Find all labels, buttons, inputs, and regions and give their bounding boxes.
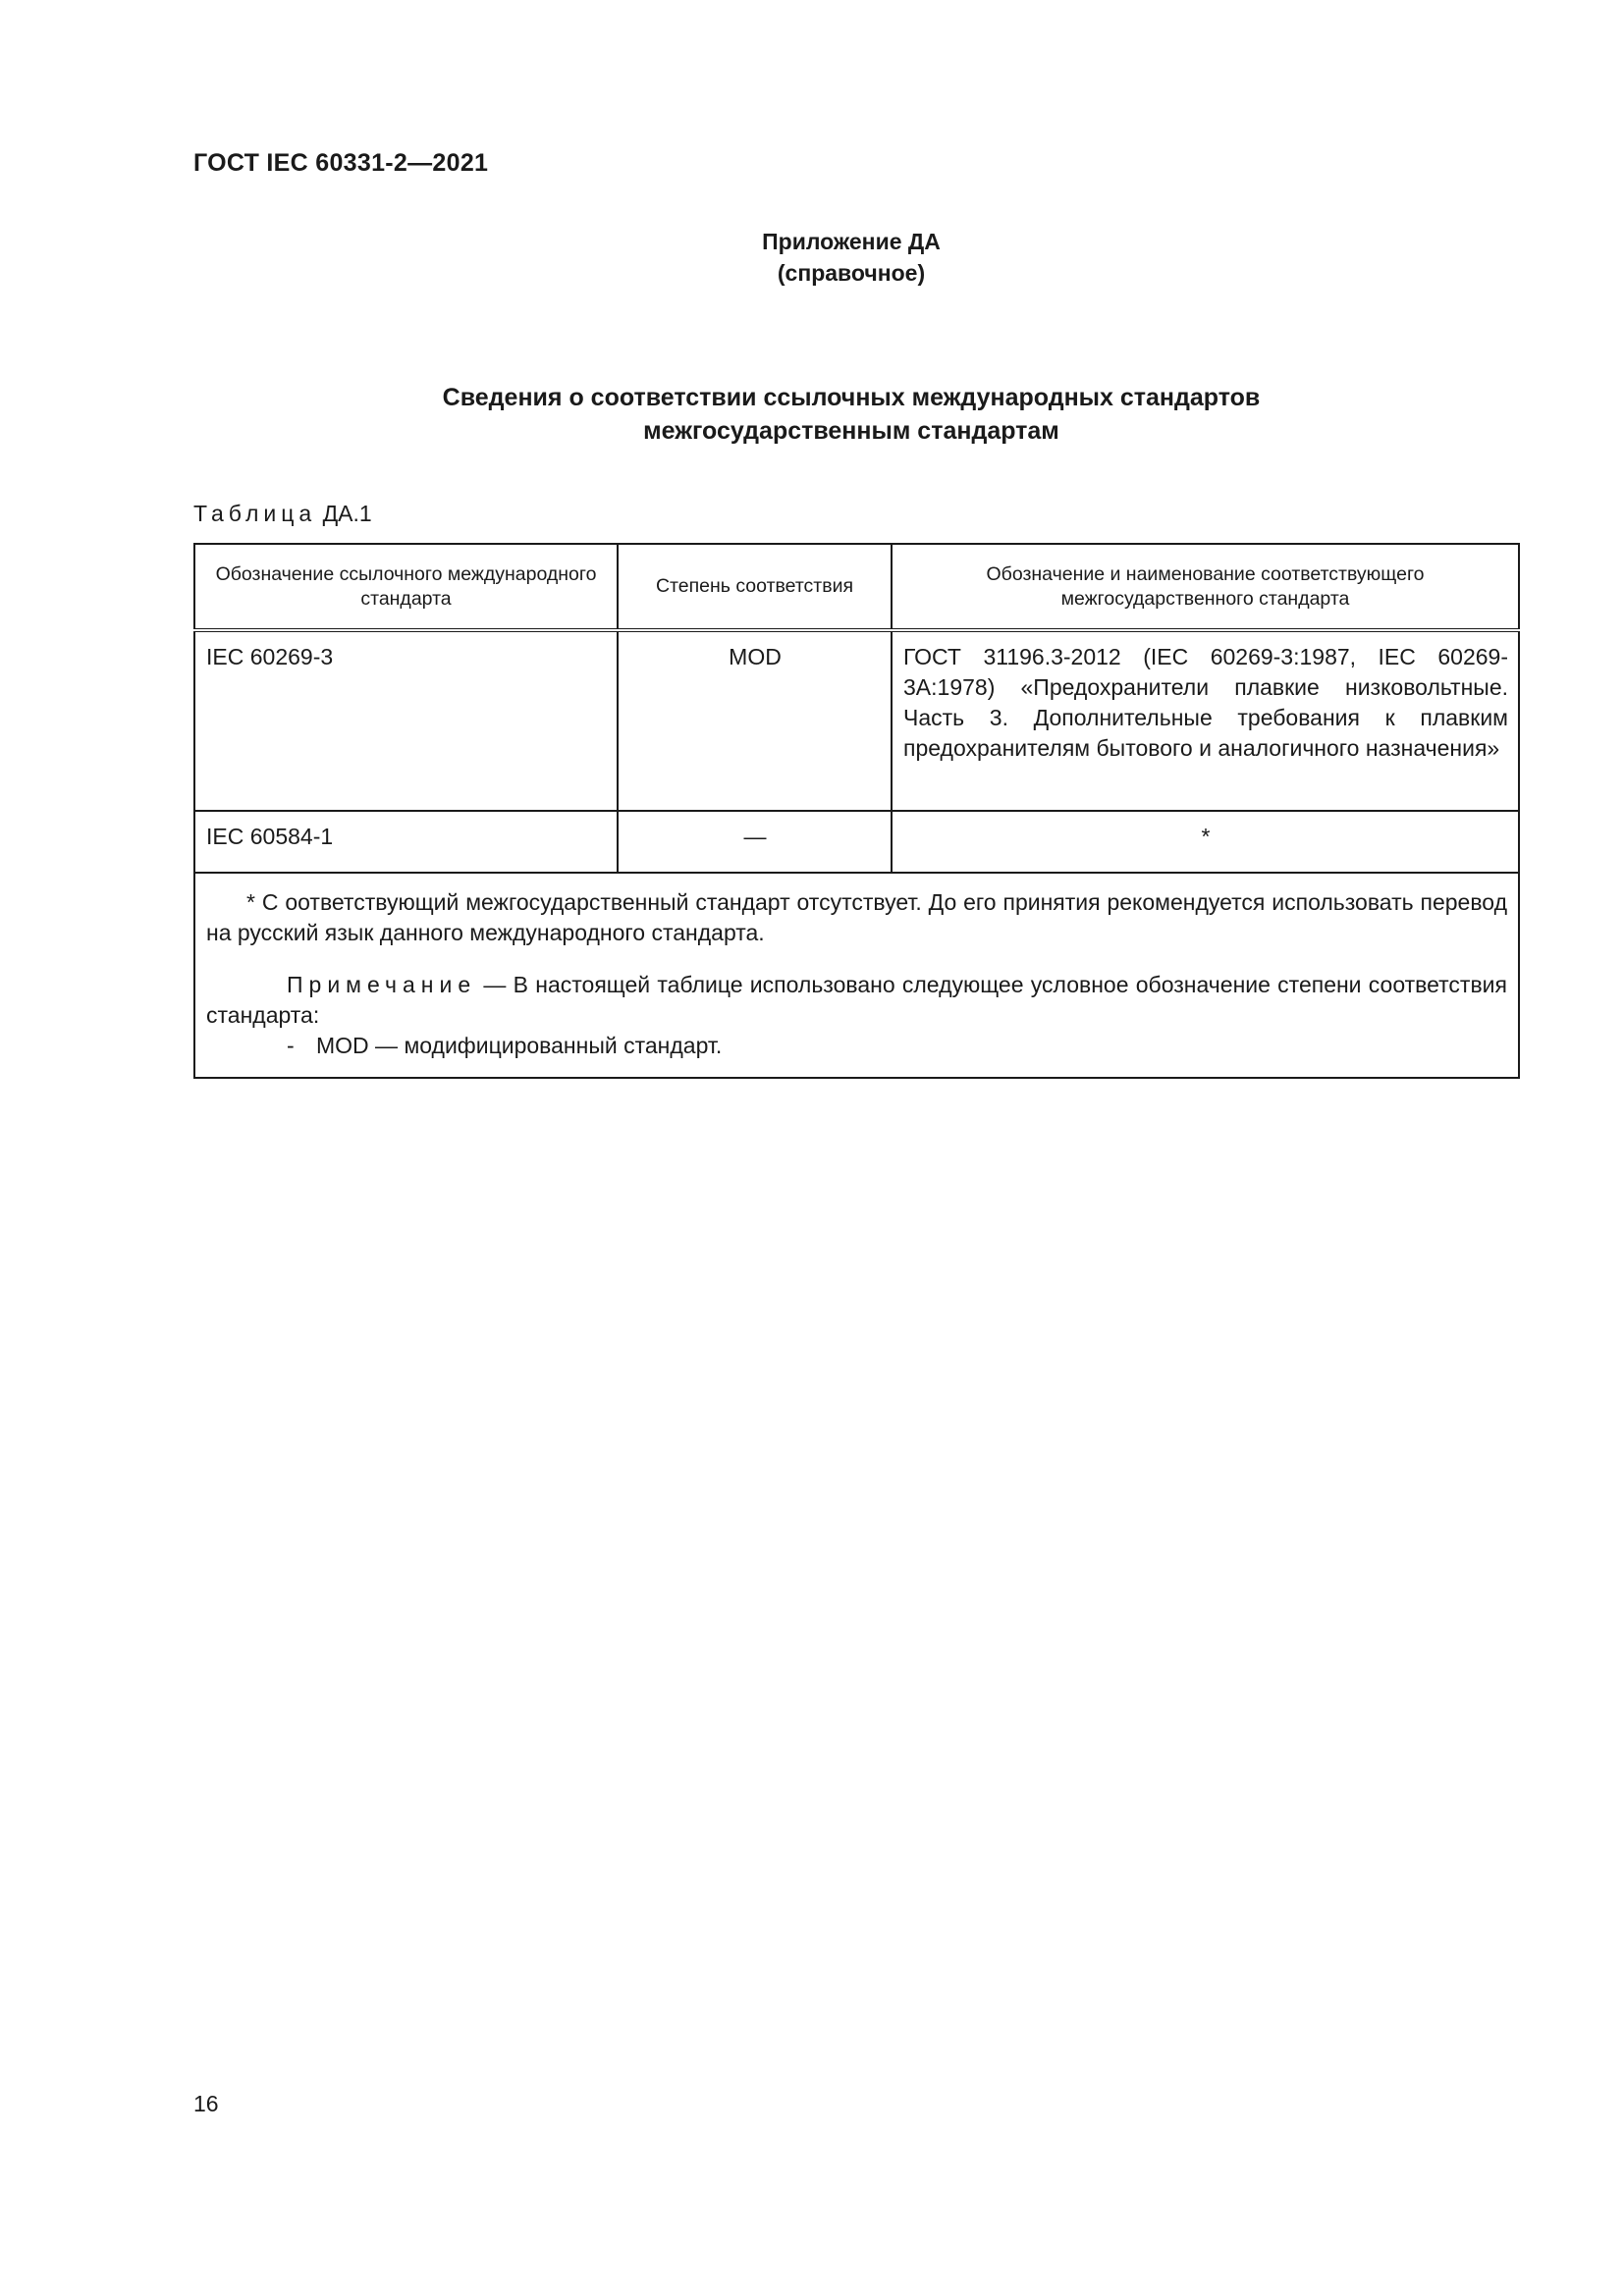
appendix-heading [193,226,1509,289]
table-label [193,501,372,527]
cell-ref-standard: IEC 60269-3 [194,630,618,811]
note-list-item [206,1031,1507,1061]
section-title [193,381,1509,448]
note-text: — В настоящей таблице использовано следующее условное обозначение степени соответствия стандарта: [206,972,1507,1028]
section-title-line2: межгосударственным стандартам [643,417,1059,445]
table-row [194,811,1519,873]
appendix-title: Приложение ДА [762,229,941,254]
section-title-line1: Сведения о соответствии ссылочных международных стандартов [442,384,1261,411]
header-interstate-standard: Обозначение и наименование соответствующего межгосударственного стандарта [892,544,1519,630]
footnote: * С оответствующий межгосударственный стандарт отсутствует. До его принятия рекомендуется использовать перевод на русский язык данного международного стандарта. [206,889,1507,945]
table-header-row [194,544,1519,630]
cell-interstate-standard: * [892,811,1519,873]
appendix-type: (справочное) [777,260,926,286]
header-degree: Степень соответствия [618,544,892,630]
note-item-text: MOD — модифицированный стандарт. [316,1033,723,1058]
cell-degree: — [618,811,892,873]
header-ref-standard: Обозначение ссылочного международного стандарта [194,544,618,630]
correspondence-table [193,543,1520,1079]
page-number: 16 [193,2091,219,2116]
table-label-word: Таблица [193,501,317,526]
cell-degree: MOD [618,630,892,811]
table-label-number: ДА.1 [316,501,372,526]
cell-ref-standard: IEC 60584-1 [194,811,618,873]
table-notes-row [194,873,1519,1078]
note [206,970,1507,1031]
note-label: Примечание [287,972,477,997]
cell-interstate-standard: ГОСТ 31196.3-2012 (IEC 60269-3:1987, IEC 60269-3A:1978) «Предохранители плавкие низковольтные. Часть 3. Дополнительные требования к плавким предохранителям бытового и аналогичного назначения» [892,630,1519,811]
note-item-dash: - [287,1033,295,1058]
table-row [194,630,1519,811]
document-code: ГОСТ IEC 60331-2—2021 [193,149,489,177]
notes-cell [194,873,1519,1078]
